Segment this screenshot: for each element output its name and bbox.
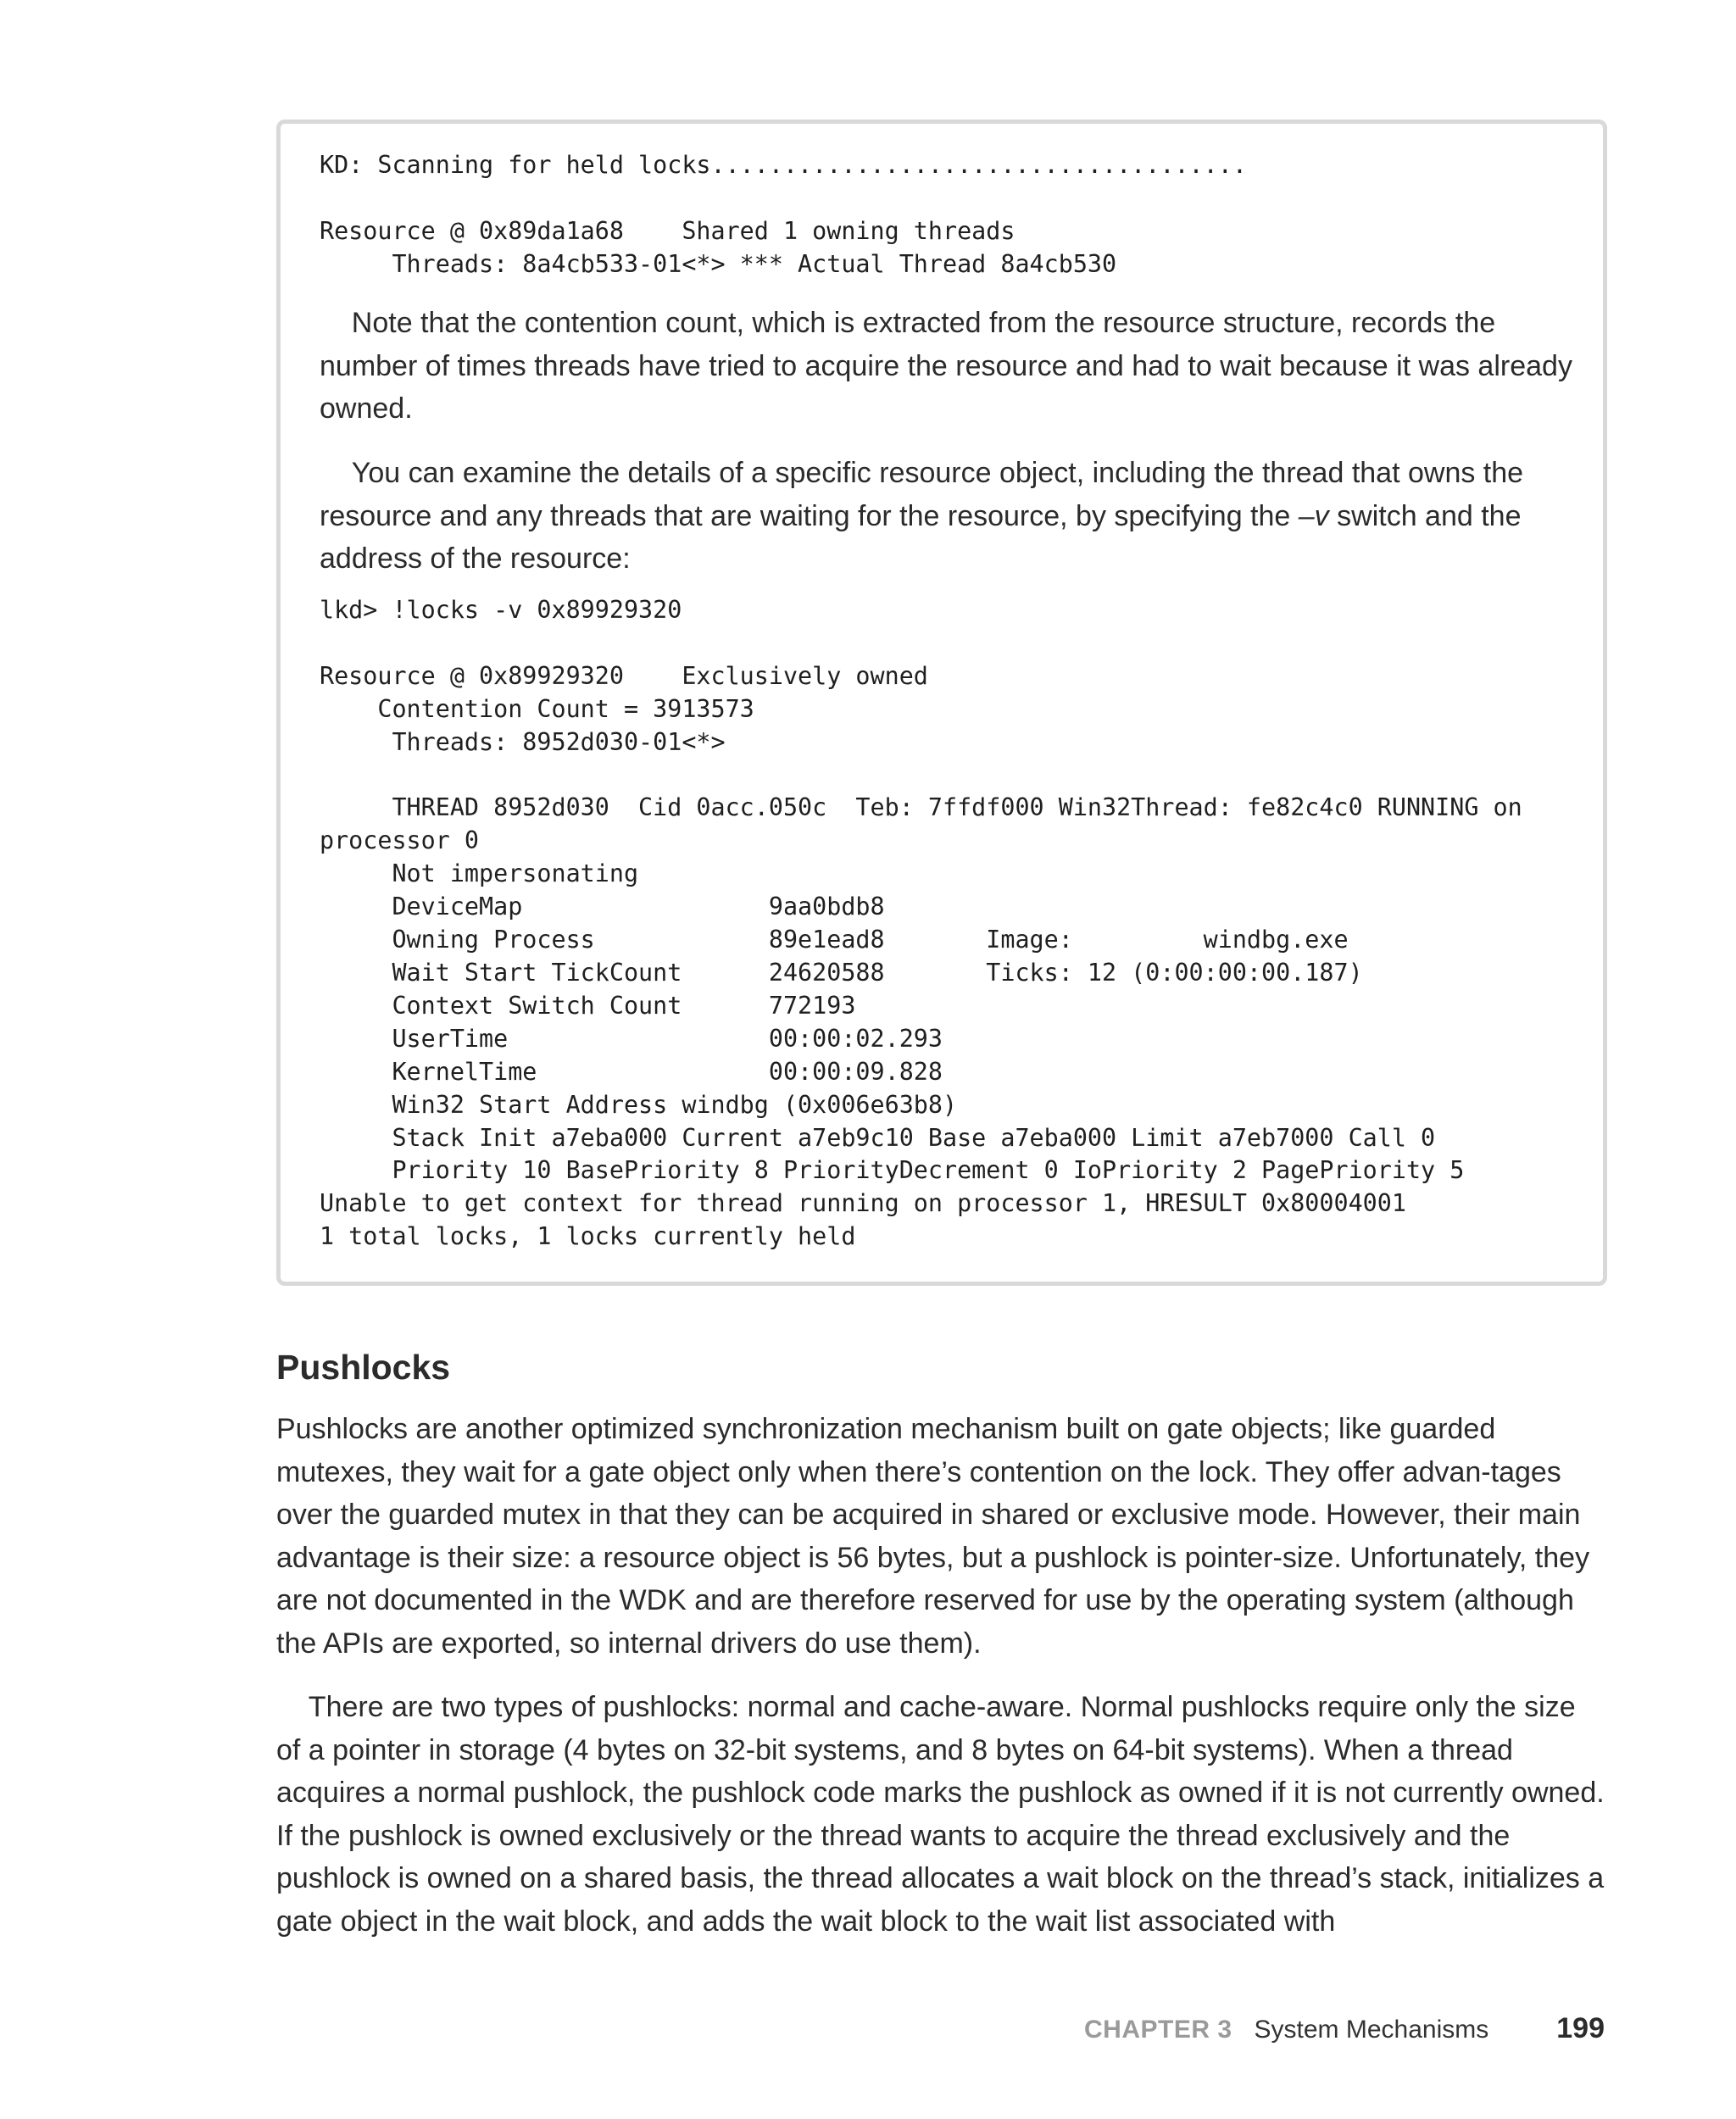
experiment-panel bbox=[276, 120, 1607, 1286]
contention-note-text: Note that the contention count, which is extracted from the resource structure, records the number of times threads have tried to acquire the resource and had to wait because it was already owned. bbox=[320, 307, 1581, 425]
chapter-title: System Mechanisms bbox=[1254, 2016, 1489, 2044]
code-block-locks-output: lkd> !locks -v 0x89929320 Resource @ 0x89929320 Exclusively owned Contention Count = 3913573 Threads: 8952d030-01<*> THREAD 8952d030 Cid 0acc.050c Teb: 7ffdf000 Win32Thread: fe82c4c0 RUNNING on processor 0 Not impersonating DeviceMap 9aa0bdb8 Owning Process 89e1ead8 Image: windbg.exe Wait Start TickCount 24620588 Ticks: 12 (0:00:00:00.187) Context Switch Count 772193 UserTime 00:00:02.293 KernelTime 00:00:09.828 Win32 Start Address windbg (0x006e63b8) Stack Init a7eba000 Current a7eb9c10 Base a7eba000 Limit a7eb7000 Call 0 Priority 10 BasePriority 8 PriorityDecrement 0 IoPriority 2 PagePriority 5 Unable to get context for thread running on processor 1, HRESULT 0x80004001 1 total locks, 1 locks currently held bbox=[320, 596, 1522, 1251]
contention-note-paragraph bbox=[320, 302, 1583, 431]
code-block-top: KD: Scanning for held locks..................................... Resource @ 0x89da1a68 Shared 1 owning threads Threads: 8a4cb533-01<*> *** Actual Thread 8a4cb530 bbox=[320, 151, 1247, 278]
section-heading: Pushlocks bbox=[276, 1348, 451, 1387]
pushlocks-intro-paragraph: Pushlocks are another optimized synchronization mechanism built on gate objects; like guarded mutexes, they wait for a gate object only when there’s contention on the lock. They offer advan-tages over the guarded mutex in that they can be acquired in shared or exclusive mode. However, their main advantage is their size: a resource object is 56 bytes, but a pushlock is pointer-size. Unfortunately, they are not documented in the WDK and are therefore reserved for use by the operating system (although the APIs are exported, so internal drivers do use them). bbox=[276, 1413, 1590, 1660]
v-switch: –v bbox=[1298, 499, 1329, 532]
page-number: 199 bbox=[1556, 2012, 1605, 2044]
resource-details-paragraph bbox=[320, 452, 1583, 581]
pushlocks-types-paragraph: There are two types of pushlocks: normal and cache-aware. Normal pushlocks require only the size of a pointer in storage (4 bytes on 32-bit systems, and 8 bytes on 64-bit systems). When a thread acquires a normal pushlock, the pushlock code marks the pushlock as owned if it is not currently owned. If the pushlock is owned exclusively or the thread wants to acquire the thread exclusively and the pushlock is owned on a shared basis, the thread allocates a wait block on the thread’s stack, initializes a gate object in the wait block, and adds the wait block to the wait list associated with bbox=[276, 1691, 1613, 1938]
resource-details-tail: switch and the address of the resource: bbox=[320, 499, 1522, 575]
chapter-label: CHAPTER 3 bbox=[1083, 2016, 1232, 2044]
page-footer bbox=[1084, 2012, 1605, 2045]
resource-details-lead: You can examine the details of a specific resource object, including the thread that owns the resource and any threads that are waiting for the resource, by specifying the bbox=[320, 457, 1532, 532]
